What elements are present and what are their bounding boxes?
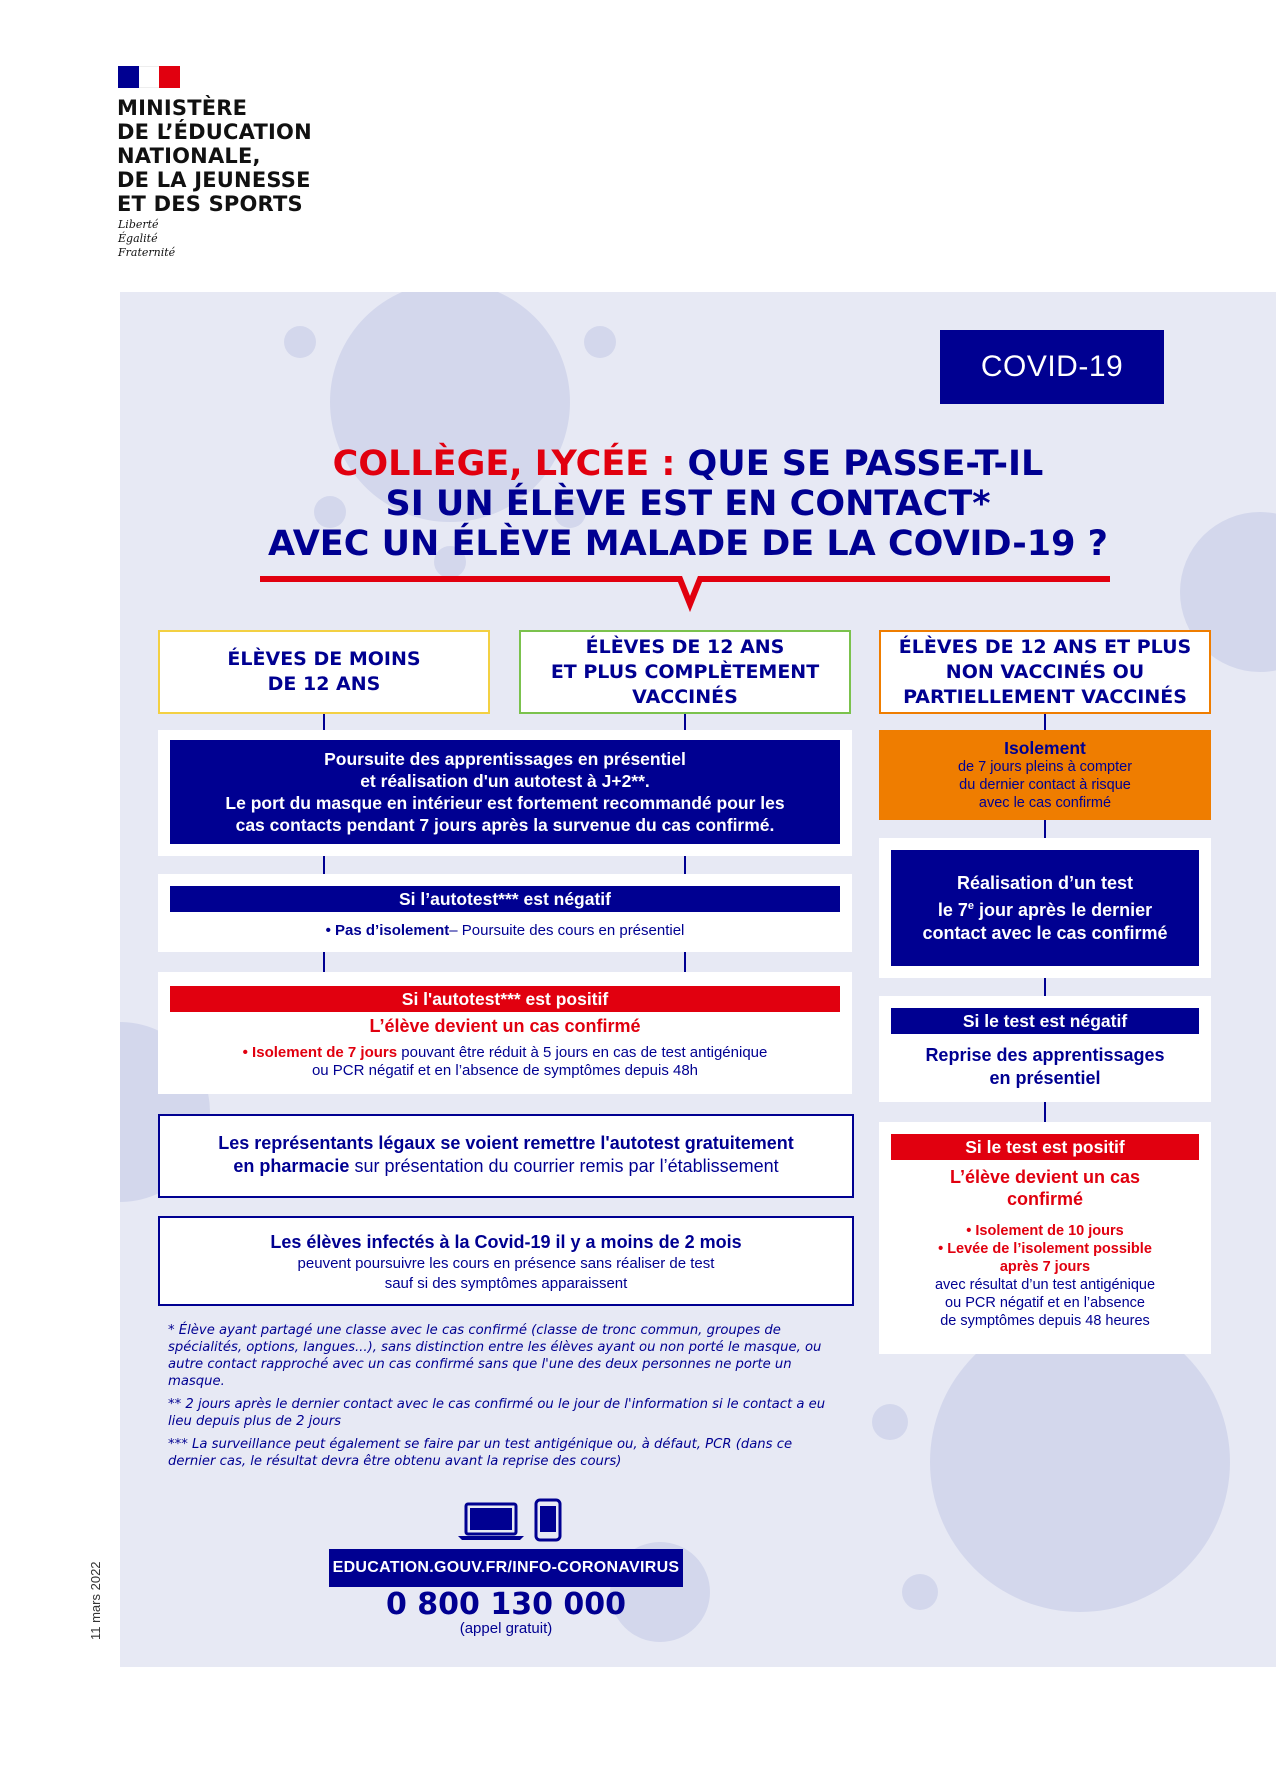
title-underline [260,574,1110,614]
main-instructions-card [158,730,852,856]
recently-infected-box: Les élèves infectés à la Covid-19 il y a moins de 2 mois peuvent poursuivre les cours en présence sans réaliser de test sauf si des symptômes apparaissent [158,1216,854,1306]
isolation-10-days-text: • Isolement de 10 jours • Levée de l’isolement possible après 7 jours [938,1223,1152,1275]
phone-number[interactable]: 0 800 130 000 [385,1587,627,1622]
connector [1044,714,1046,730]
publication-date: 11 mars 2022 [88,1561,103,1640]
phone-note: (appel gratuit) [459,1620,553,1637]
negative-autotest-card [158,874,852,952]
footnotes [168,1322,828,1476]
positive-autotest-subtitle: L’élève devient un cas confirmé [369,1016,641,1036]
connector [684,856,686,874]
no-isolation-text: – Poursuite des cours en présentiel [449,922,685,939]
column-header-under-12: ÉLÈVES DE MOINS DE 12 ANS [158,630,490,714]
isolation-7-days-label: • Isolement de 7 jours [242,1044,398,1061]
positive-test-title: Si le test est positif [891,1134,1199,1160]
legal-representatives-box: Les représentants légaux se voient remettre l'autotest gratuitement en pharmacie sur présentation du courrier remis par l’établissement [158,1114,854,1198]
connector [323,952,325,972]
column-header-vaccinated: ÉLÈVES DE 12 ANS ET PLUS COMPLÈTEMENT VACCINÉS [519,630,851,714]
test-card: Réalisation d’un test le 7e jour après le dernier contact avec le cas confirmé [879,838,1211,978]
positive-autotest-card: Si l'autotest*** est positif L’élève devient un cas confirmé • Isolement de 7 jours pouvant être réduit à 5 jours en cas de test antigénique ou PCR négatif et en l’absence de symptômes depuis 48h [158,972,852,1094]
connector [1044,978,1046,996]
footnote-3: *** La surveillance peut également se faire par un test antigénique ou, à défaut, PCR (dans ce dernier cas, le résultat devra être obtenu avant la reprise des cours) [168,1437,793,1469]
negative-test-card [879,996,1211,1102]
positive-test-subtitle: L’élève devient un cas confirmé [949,1167,1141,1209]
column-header-unvaccinated: ÉLÈVES DE 12 ANS ET PLUS NON VACCINÉS OU PARTIELLEMENT VACCINÉS [879,630,1211,714]
connector [1044,820,1046,838]
isolation-card [879,730,1211,820]
positive-test-text: avec résultat d’un test antigénique ou PCR négatif et en l’absence de symptômes depuis 48 heures [934,1277,1156,1329]
isolation-title: Isolement [1004,738,1086,758]
connector [323,856,325,874]
republic-flag-logo [118,66,180,88]
negative-test-text: Reprise des apprentissages en présentiel [925,1045,1165,1088]
connector [1044,1102,1046,1122]
info-url-link[interactable]: EDUCATION.GOUV.FR/INFO-CORONAVIRUS [329,1549,683,1587]
connector [684,952,686,972]
main-instructions-text: Poursuite des apprentissages en présentiel et réalisation d'un autotest à J+2**. Le port du masque en intérieur est fortement recommandé pour les cas contacts pendant 7 jours après la survenue du cas confirmé. [225,749,785,835]
isolation-text: de 7 jours pleins à compter du dernier contact à risque avec le cas confirmé [957,759,1133,811]
laptop-phone-icon [458,1498,568,1542]
republic-motto: Liberté Égalité Fraternité [118,218,176,259]
negative-autotest-title: Si l’autotest*** est négatif [170,886,840,912]
footnote-1: * Élève ayant partagé une classe avec le cas confirmé (classe de tronc commun, groupes de spécialités, options, langues...), sans distinction entre les élèves ayant ou non porté le masque, ou autre contact rapproché avec un cas confirmé sans que l'une des deux personnes ne porte un masque. [168,1323,822,1389]
covid-badge: COVID-19 [940,330,1164,404]
connector [684,714,686,730]
connector [323,714,325,730]
page-title: COLLÈGE, LYCÉE : QUE SE PASSE-T-IL SI UN ÉLÈVE EST EN CONTACT* AVEC UN ÉLÈVE MALADE DE LA COVID-19 ? [268,444,1108,564]
positive-autotest-title: Si l'autotest*** est positif [170,986,840,1012]
no-isolation-label: • Pas d’isolement [325,922,450,939]
negative-test-title: Si le test est négatif [891,1008,1199,1034]
positive-test-card [879,1122,1211,1354]
ministry-name: MINISTÈRE DE L’ÉDUCATION NATIONALE, DE LA JEUNESSE ET DES SPORTS [117,96,312,216]
footnote-2: ** 2 jours après le dernier contact avec le cas confirmé ou le jour de l'information si le contact a eu lieu depuis plus de 2 jours [168,1397,826,1429]
